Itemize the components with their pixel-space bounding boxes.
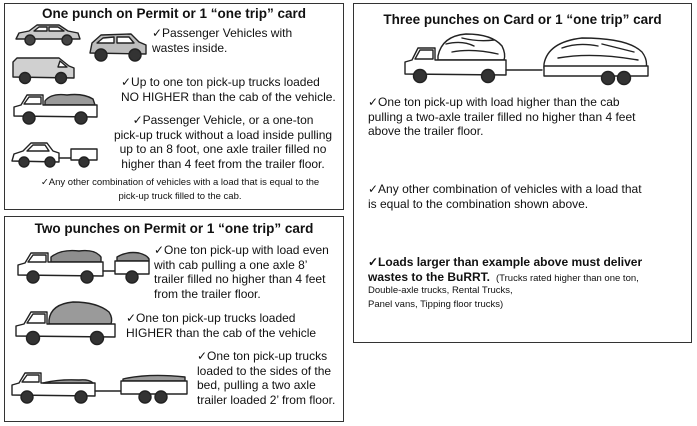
car-with-trailer-icon (9, 137, 101, 173)
pickup-higher-text: ✓One ton pick-up trucks loaded HIGHER than the cab of the vehicle (126, 311, 317, 340)
panel-title: One punch on Permit or 1 “one trip” card (41, 6, 307, 21)
van-icon (11, 56, 77, 86)
passenger-vehicle-text: ✓Passenger Vehicles with wastes inside. (152, 26, 293, 55)
pickup-loaded-text: ✓Up to one ton pick-up trucks loaded NO HIGHER than the cab of the vehicle. (121, 75, 336, 104)
three-punch-text-2: ✓Any other combination of vehicles with a load that is equal to the combination shown above. (368, 182, 642, 211)
panel1-note: ✓Any other combination of vehicles with a load that is equal to the pick-up truck filled to the cab. (40, 177, 320, 202)
panel-title: Three punches on Card or 1 “one trip” card (383, 12, 662, 27)
three-punch-panel (353, 3, 692, 343)
loaded-pickup-icon (11, 89, 103, 129)
sedan-icon (13, 22, 83, 48)
pickup-with-trailer-icon (15, 247, 153, 289)
one-punch-panel (4, 3, 344, 210)
vehicle-trailer-text: ✓Passenger Vehicle, or a one-ton pick-up truck without a load inside pulling up to an 8 foot, one axle trailer filled no higher than 4 feet from the trailer floor. (113, 113, 333, 171)
pickup-trailer-text: ✓One ton pick-up with load even with cab pulling a one axle 8’ trailer filled no higher than 4 feet from the trailer floor. (154, 243, 329, 301)
loads-larger-text: ✓Loads larger than example above must deliver wastes to the BuRRT. (Trucks rated higher than one ton, (368, 255, 643, 284)
pickup-two-axle-trailer-icon (9, 363, 191, 409)
pickup-two-axle-text: ✓One ton pick-up trucks loaded to the sides of the bed, pulling a two axle trailer loaded 2’ from floor. (197, 349, 336, 407)
truck-types-note: Double-axle trucks, Rental Trucks, Panel vans, Tipping floor trucks) (368, 285, 513, 310)
panel-title: Two punches on Permit or 1 “one trip” card (34, 221, 314, 236)
suv-icon (87, 31, 149, 65)
overloaded-pickup-icon (13, 300, 125, 348)
pickup-overloaded-two-axle-trailer-icon (402, 30, 652, 92)
three-punch-text-1: ✓One ton pick-up with load higher than the cab pulling a two-axle trailer filled no higher than 4 feet above the trailer floor. (368, 95, 636, 138)
two-punch-panel (4, 216, 344, 422)
